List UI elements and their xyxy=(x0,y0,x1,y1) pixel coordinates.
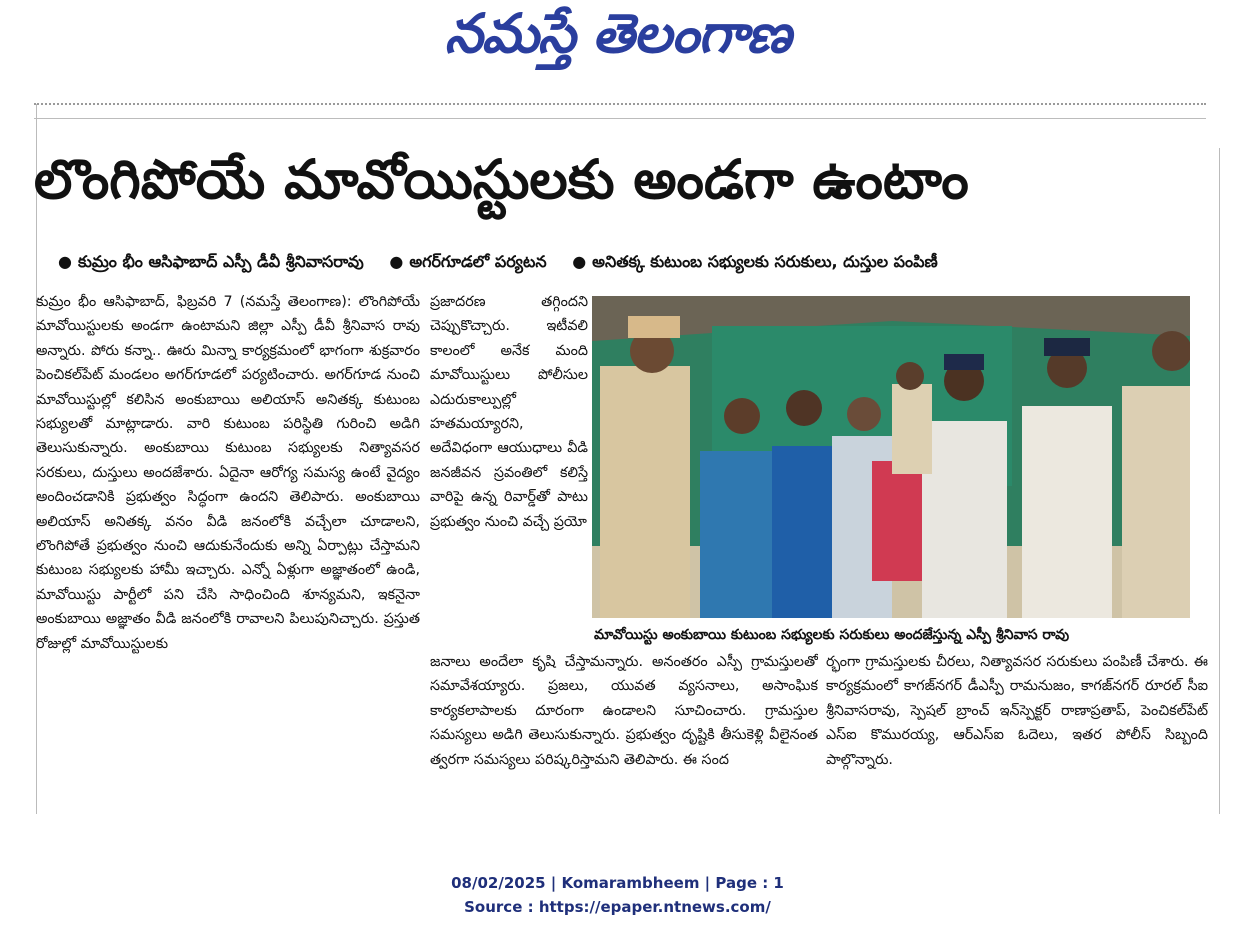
article-column-2-lower xyxy=(430,650,818,820)
bullet-icon: ● xyxy=(572,252,587,271)
body-text: కుమ్రం భీం ఆసిఫాబాద్, ఫిబ్రవరి 7 (నమస్తే తెలంగాణ): లొంగిపోయే మావోయిస్టులకు అండగా ఉంటామని జిల్లా ఎస్పీ డీవీ శ్రీనివాస రావు అన్నారు. పోరు కన్నా.. ఊరు మిన్నా కార్యక్రమంలో భాగంగా శుక్రవారం పెంచికల్‌పేట్ మండలం అగర్‌గూడలో పర్యటించారు. అగర్‌గూడ నుంచి మావోయిస్టుల్లో కలిసిన అంకుబాయి అలియాస్ అనితక్క కుటుంబ సభ్యులతో మాట్లాడారు. వారి కుటుంబ పరిస్థితి గురించి అడిగి తెలుసుకున్నారు. అంకుబాయి కుటుంబ సభ్యులకు నిత్యావసర సరకులు, దుస్తులు అందజేశారు. ఏదైనా ఆరోగ్య సమస్య ఉంటే వైద్యం అందించడానికి ప్రభుత్వం సిద్ధంగా ఉందని తెలిపారు. అంకుబాయి అలియాస్ అనితక్క వనం వీడి జనంలోకి వచ్చేలా చూడాలని, లొంగిపోతే ప్రభుత్వం నుంచి ఆదుకునేందుకు అన్ని ఏర్పాట్లు చేస్తామని కుటుంబ సభ్యులకు హామీ ఇచ్చారు. ఎన్నో ఏళ్లుగా అజ్ఞాతంలో ఉండి, మావోయిస్టు పార్టీలో పని చేసి సాధించింది శూన్యమని, ఇకనైనా అంకుబాయి అజ్ఞాతం వీడి జనంలోకి రావాలని పిలుపునిచ్చారు. ప్రస్తుత రోజుల్లో మావోయిస్టులకు xyxy=(36,294,420,652)
right-border xyxy=(1219,148,1220,814)
masthead xyxy=(0,2,1235,79)
body-text: ర్భంగా గ్రామస్తులకు చీరలు, నిత్యావసర సరుకులు పంపిణీ చేశారు. ఈ కార్యక్రమంలో కాగజ్‌నగర్ డీఎస్పీ రామనుజం, కాగజ్‌నగర్ రూరల్ సీఐ శ్రీనివాసరావు, స్పెషల్ బ్రాంచ్ ఇన్‌స్పెక్టర్ రాణాప్రతాప్, పెంచికల్‌పేట్ ఎస్ఐ కొమురయ్య, ఆర్ఎస్ఐ ఓదెలు, ఇతర పోలీస్ సిబ్బంది పాల్గొన్నారు. xyxy=(826,654,1208,768)
subheadline-3: అనితక్క కుటుంబ సభ్యులకు సరుకులు, దుస్తుల పంపిణీ xyxy=(592,252,938,271)
top-divider xyxy=(34,103,1206,105)
photo-caption: మావోయిస్టు అంకుబాయి కుటుంబ సభ్యులకు సరుకులు అందజేస్తున్న ఎస్పీ శ్రీనివాస రావు xyxy=(594,627,1070,643)
masthead-title: నమస్తే తెలంగాణ xyxy=(444,2,791,65)
subheadline-row xyxy=(58,250,1218,274)
news-photo xyxy=(592,296,1190,618)
top-rule xyxy=(34,118,1206,119)
subheadline-2: అగర్‌గూడలో పర్యటన xyxy=(409,252,547,271)
bullet-icon: ● xyxy=(389,252,404,271)
source-line: Source : https://epaper.ntnews.com/ xyxy=(464,898,771,916)
article-column-1 xyxy=(36,290,420,820)
article-column-2 xyxy=(430,290,588,630)
subheadline-1: కుమ్రం భీం ఆసిఫాబాద్ ఎస్పీ డీవీ శ్రీనివాసరావు xyxy=(77,252,364,271)
article-column-3 xyxy=(826,650,1208,820)
body-text: జనాలు అందేలా కృషి చేస్తామన్నారు. అనంతరం ఎస్పీ గ్రామస్తులతో సమావేశయ్యారు. ప్రజలు, యువత వ్యసనాలు, అసాంఘిక కార్యకలాపాలకు దూరంగా ఉండాలని సూచించారు. గ్రామస్తుల సమస్యలు అడిగి తెలుసుకున్నారు. ప్రభుత్వం దృష్టికి తీసుకెళ్లి వీలైనంత త్వరగా సమస్యలు పరిష్కరిస్తామని తెలిపారు. ఈ సంద xyxy=(430,654,818,768)
edition-line: 08/02/2025 | Komarambheem | Page : 1 xyxy=(451,874,784,892)
body-text: ప్రజాదరణ తగ్గిందని చెప్పుకొచ్చారు. ఇటీవలి కాలంలో అనేక మంది మావోయిస్టులు పోలీసుల ఎదురుకాల్పుల్లో హతమయ్యారని, అదేవిధంగా ఆయుధాలు వీడి జనజీవన స్రవంతిలో కలిస్తే వారిపై ఉన్న రివార్డ్‌తో పాటు ప్రభుత్వం నుంచి వచ్చే ప్రయో xyxy=(430,294,588,530)
article-headline: లొంగిపోయే మావోయిస్టులకు అండగా ఉంటాం xyxy=(34,148,969,211)
bullet-icon: ● xyxy=(58,252,72,271)
